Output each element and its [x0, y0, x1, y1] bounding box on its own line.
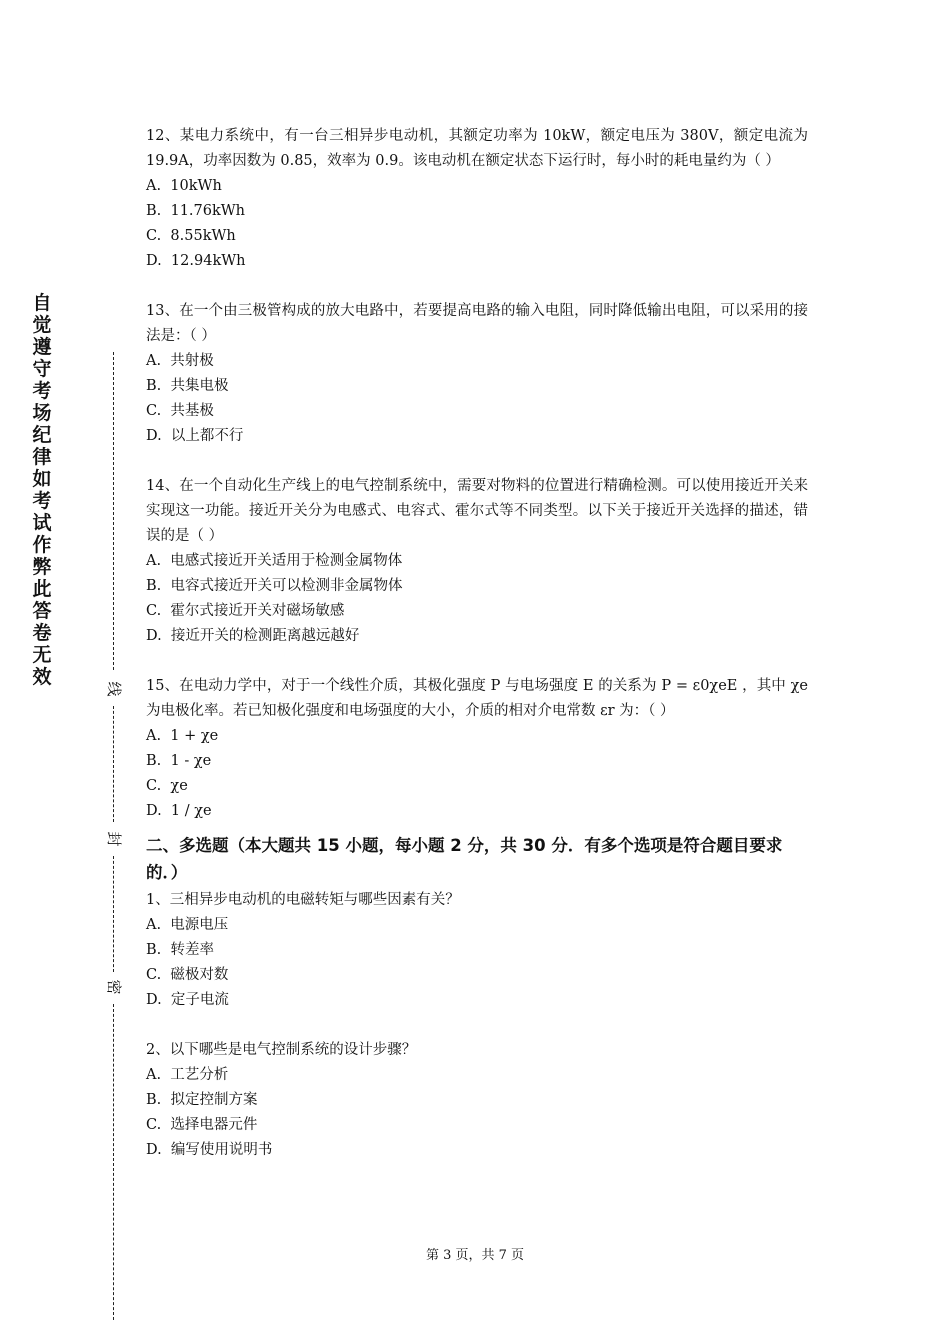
option-c: C. 霍尔式接近开关对磁场敏感 [146, 603, 345, 619]
page-number: 第 3 页，共 7 页 [425, 1248, 525, 1263]
seal-char-line: 线 [105, 681, 123, 697]
option-d: D. 接近开关的检测距离越远越好 [146, 628, 360, 644]
question-stem: 15、在电动力学中，对于一个线性介质，其极化强度 P 与电场强度 E 的关系为 P = ε0χeE ，其中 χe 为电极化率。若已知极化强度和电场强度的大小，介质的相对介电常数 εr 为：（ ） [146, 678, 808, 719]
question-stem: 2、以下哪些是电气控制系统的设计步骤？ [146, 1042, 417, 1058]
option-a: A. 电源电压 [146, 917, 229, 933]
option-a: A. 工艺分析 [146, 1067, 229, 1083]
option-c: C. 共基极 [146, 403, 214, 419]
question-12 [146, 124, 808, 274]
seal-char-secret: 密 [105, 979, 123, 995]
option-d: D. 定子电流 [146, 992, 229, 1008]
option-a: A. 共射极 [146, 353, 214, 369]
option-a: A. 10kWh [146, 178, 222, 194]
option-d: D. 12.94kWh [146, 253, 246, 269]
option-a: A. 1 + χe [146, 728, 219, 744]
option-b: B. 11.76kWh [146, 203, 246, 219]
option-b: B. 电容式接近开关可以检测非金属物体 [146, 578, 403, 594]
question-14 [146, 474, 808, 649]
question-stem: 13、在一个由三极管构成的放大电路中，若要提高电路的输入电阻，同时降低输出电阻，可以采用的接法是：（ ） [146, 303, 808, 344]
binding-line-segment [113, 352, 114, 670]
question-stem: 1、三相异步电动机的电磁转矩与哪些因素有关？ [146, 892, 460, 908]
option-a: A. 电感式接近开关适用于检测金属物体 [146, 553, 403, 569]
question-13 [146, 299, 808, 449]
option-b: B. 转差率 [146, 942, 214, 958]
exam-discipline-notice: 自觉遵守考场纪律如考试作弊此答卷无效 [32, 292, 52, 688]
option-b: B. 1 - χe [146, 753, 212, 769]
section-heading-multiple-choice: 二、多选题（本大题共 15 小题，每小题 2 分，共 30 分．有多个选项是符合题目要求的．） [146, 836, 783, 882]
binding-line-segment [113, 706, 114, 822]
seal-char-seal: 封 [105, 831, 123, 847]
exam-content [146, 124, 808, 1163]
question-stem: 12、某电力系统中，有一台三相异步电动机，其额定功率为 10kW，额定电压为 380V，额定电流为 19.9A，功率因数为 0.85，效率为 0.9。该电动机在额定状态下运行时，每小时的耗电量约为（ ） [146, 128, 808, 169]
question-mc-2 [146, 1038, 808, 1163]
option-b: B. 共集电极 [146, 378, 229, 394]
option-d: D. 编写使用说明书 [146, 1142, 273, 1158]
question-15 [146, 674, 808, 824]
binding-line-segment [113, 856, 114, 972]
option-c: C. χe [146, 778, 188, 794]
option-d: D. 以上都不行 [146, 428, 244, 444]
option-c: C. 选择电器元件 [146, 1117, 258, 1133]
question-stem: 14、在一个自动化生产线上的电气控制系统中，需要对物料的位置进行精确检测。可以使用接近开关来实现这一功能。接近开关分为电感式、电容式、霍尔式等不同类型。以下关于接近开关选择的描述，错误的是（ ） [146, 478, 808, 544]
option-c: C. 8.55kWh [146, 228, 236, 244]
binding-line-segment [113, 1004, 114, 1320]
question-mc-1 [146, 888, 808, 1013]
option-d: D. 1 / χe [146, 803, 212, 819]
option-c: C. 磁极对数 [146, 967, 229, 983]
option-b: B. 拟定控制方案 [146, 1092, 258, 1108]
